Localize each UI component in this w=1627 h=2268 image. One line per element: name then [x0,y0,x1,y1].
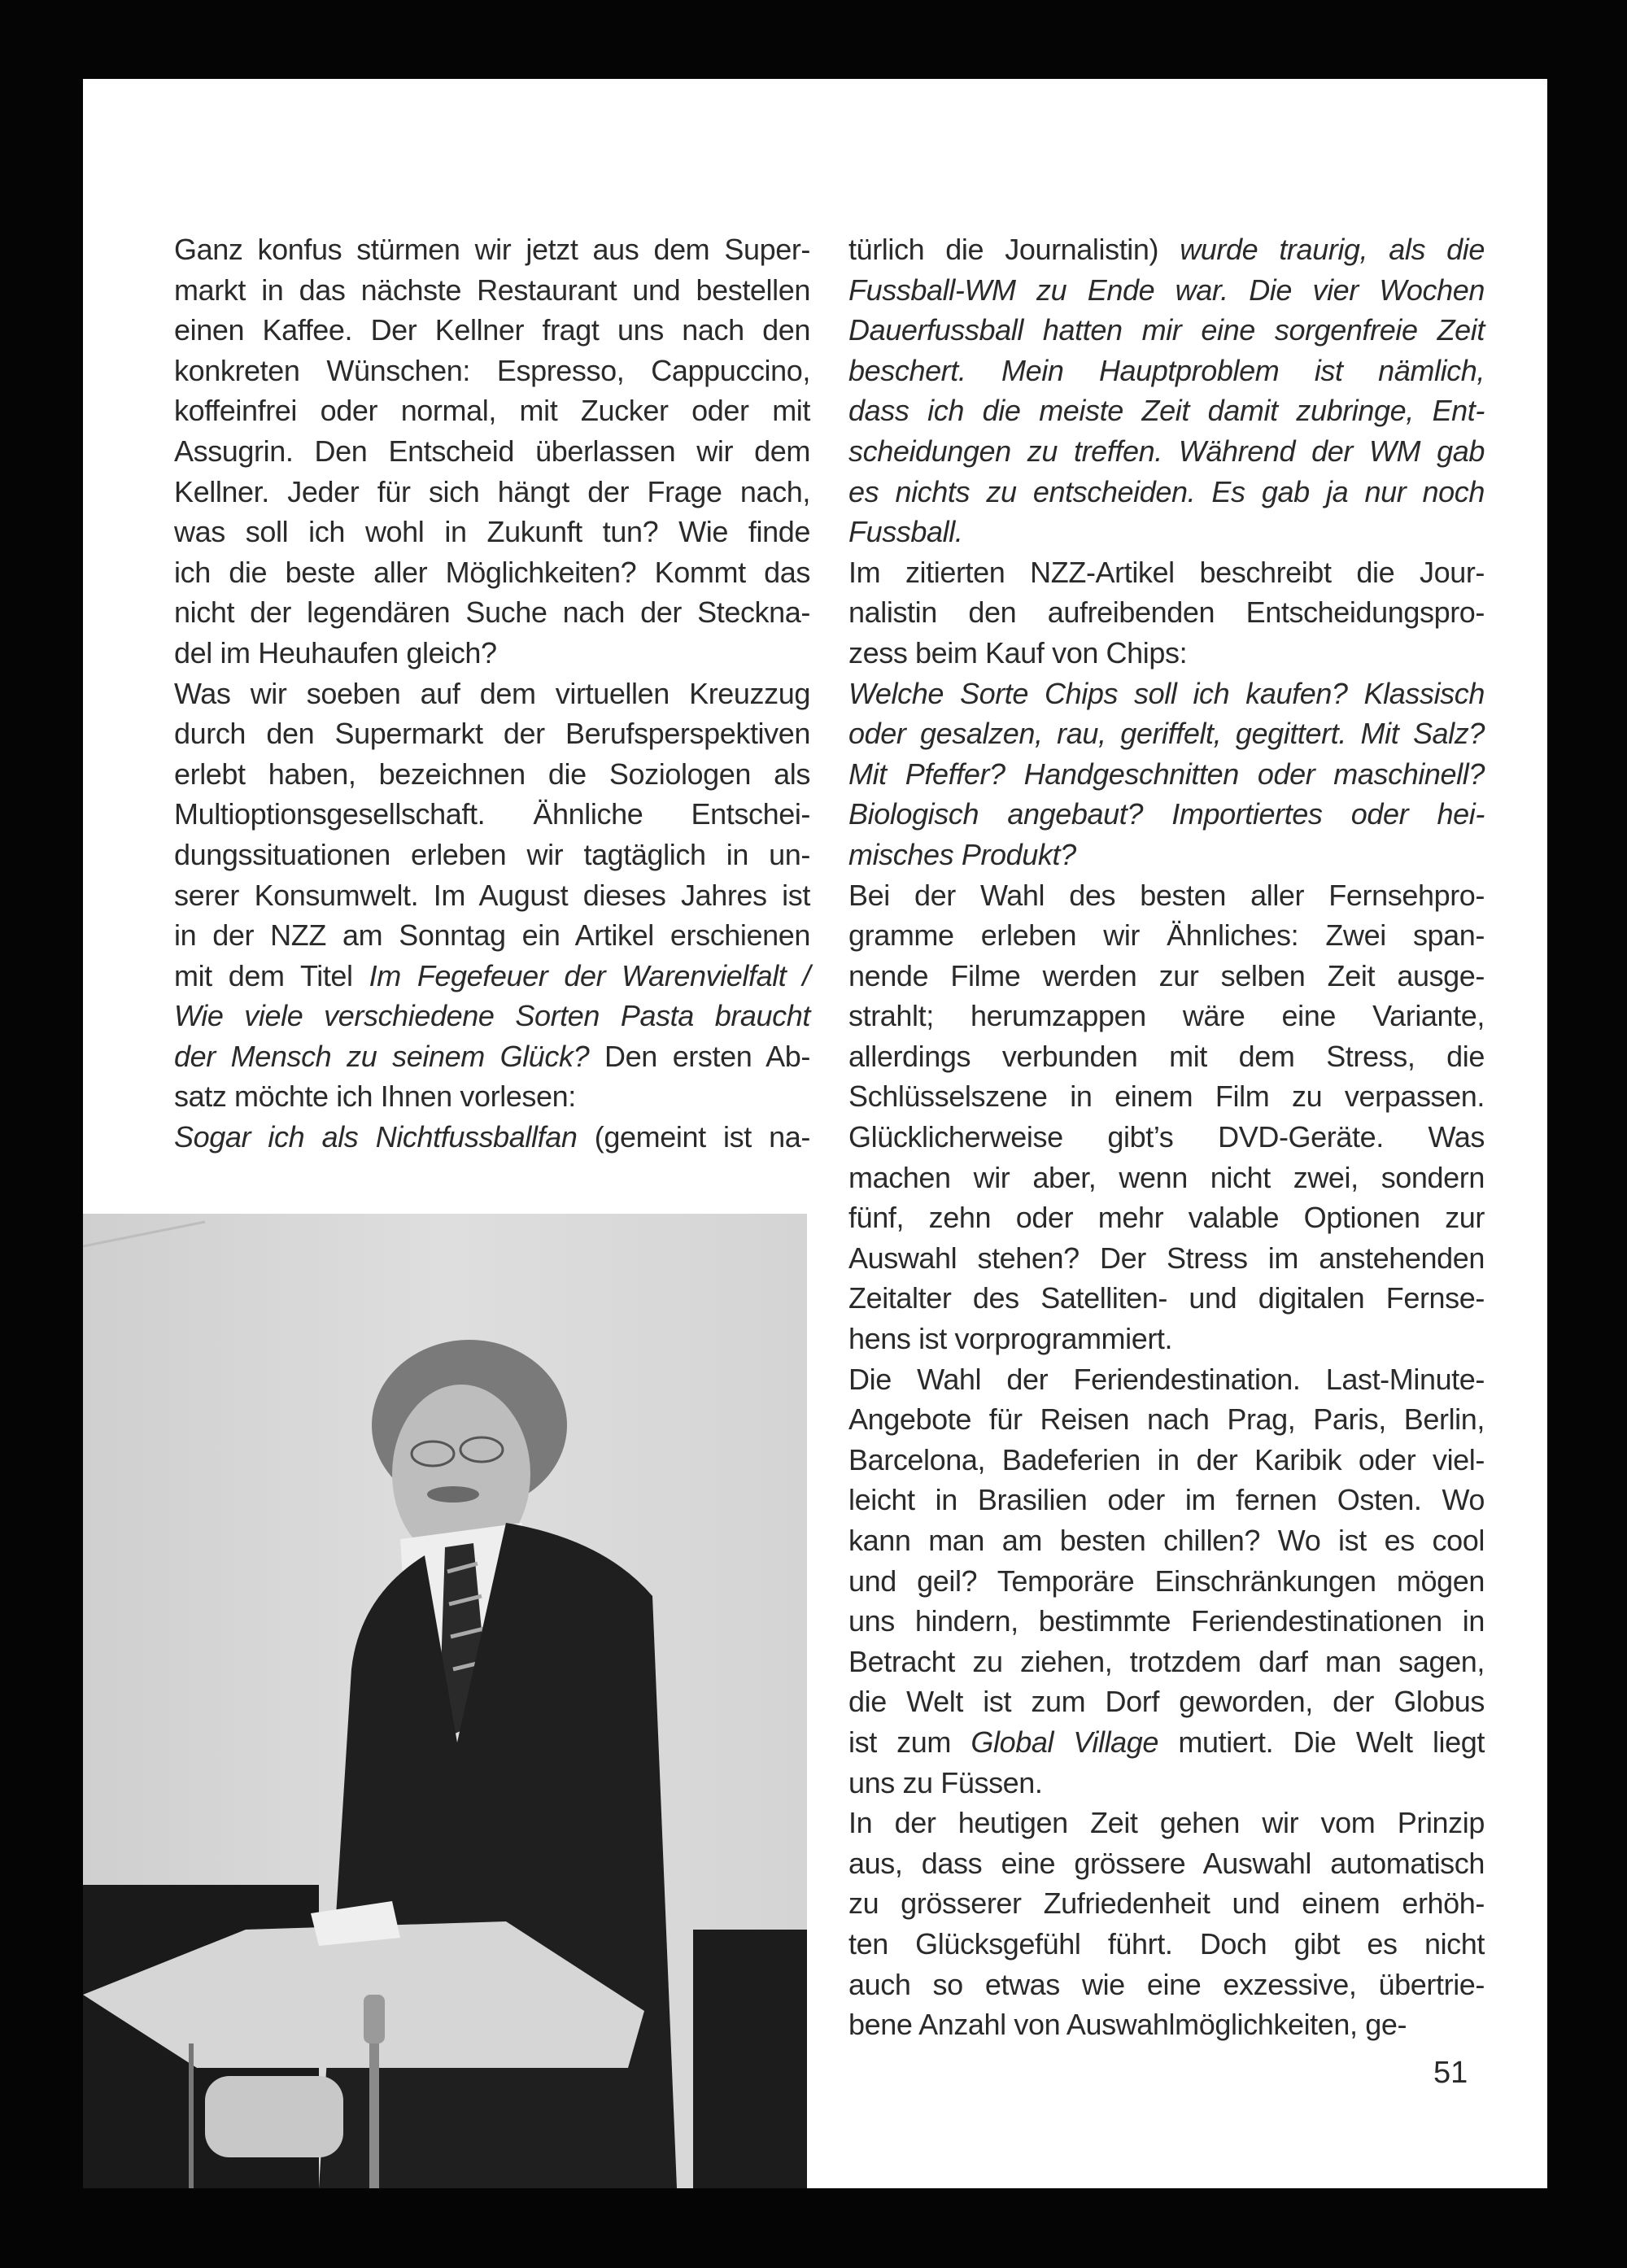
text-segment: mit dem Titel [174,958,369,992]
text-line [848,754,1485,795]
italic-text: Fussball-WM zu Ende war. Die vier Wochen [848,273,1485,307]
italic-text: misches Produkt? [848,837,1076,871]
text-segment: zess beim Kauf von Chips: [848,635,1188,669]
text-line [174,794,810,835]
text-line [848,1238,1485,1279]
italic-text: Welche Sorte Chips soll ich kaufen? Klassisch [848,676,1485,710]
italic-text: Mit Pfeffer? Handgeschnitten oder maschinell? [848,757,1485,791]
text-line [174,592,810,633]
text-line [848,1278,1485,1319]
text-segment: bene Anzahl von Auswahlmöglichkeiten, ge- [848,2008,1407,2042]
italic-text: Wie viele verschiedene Sorten Pasta braucht [174,999,810,1033]
text-segment: die Welt ist zum Dorf geworden, der Globus [848,1685,1485,1719]
text-segment: gramme erleben wir Ähnliches: Zwei span- [848,918,1485,953]
text-segment: nalistin den aufreibenden Entscheidungspro- [848,595,1485,630]
italic-text: Sogar ich als Nichtfussballfan [174,1120,578,1154]
text-line [848,1601,1485,1642]
right-column [848,229,1485,2045]
book-page [83,79,1547,2188]
text-line [848,1520,1485,1561]
text-segment: koffeinfrei oder normal, mit Zucker oder mit [174,394,810,428]
text-segment: und geil? Temporäre Einschränkungen mögen [848,1564,1485,1598]
text-line [848,1399,1485,1440]
text-line [848,835,1485,875]
text-line [848,1803,1485,1843]
text-line [174,956,810,997]
text-line [848,1197,1485,1238]
italic-text: wurde traurig, als die [1180,233,1485,266]
text-segment: Den ersten Ab- [589,1039,810,1073]
text-line [174,1076,810,1117]
italic-text: scheidungen zu treffen. Während der WM gab [848,434,1485,468]
text-line [848,794,1485,835]
text-segment: serer Konsumwelt. Im August dieses Jahres ist [174,878,810,912]
text-line [174,915,810,956]
text-line [174,472,810,512]
text-segment: machen wir aber, wenn nicht zwei, sondern [848,1160,1485,1194]
text-line [174,674,810,714]
text-line [174,351,810,391]
text-line [848,1036,1485,1077]
text-line [848,229,1485,270]
text-segment: was soll ich wohl in Zukunft tun? Wie finde [174,515,810,549]
text-line [848,1561,1485,1602]
text-segment: Betracht zu ziehen, trotzdem darf man sagen, [848,1644,1485,1678]
text-line [848,1158,1485,1198]
italic-text: dass ich die meiste Zeit damit zubringe, Ent- [848,394,1485,428]
text-line [848,1843,1485,1884]
italic-text: Im Fegefeuer der Warenvielfalt / [369,958,811,992]
text-segment: (gemeint ist na- [577,1120,810,1154]
text-segment: Schlüsselszene in einem Film zu verpassen. [848,1079,1485,1114]
text-line [848,996,1485,1036]
text-segment: Barcelona, Badeferien in der Karibik oder viel- [848,1442,1485,1476]
text-line [848,472,1485,512]
text-segment: ten Glücksgefühl führt. Doch gibt es nicht [848,1926,1485,1961]
text-line [848,674,1485,714]
text-line [848,592,1485,633]
text-segment: Die Wahl der Feriendestination. Last-Minute- [848,1362,1485,1396]
text-segment: Bei der Wahl des besten aller Fernsehpro- [848,878,1485,912]
text-segment: Was wir soeben auf dem virtuellen Kreuzzug [174,676,810,710]
text-segment: Angebote für Reisen nach Prag, Paris, Berlin, [848,1402,1485,1437]
text-segment: ich die beste aller Möglichkeiten? Kommt das [174,555,810,589]
text-line [174,310,810,351]
text-segment: auch so etwas wie eine exzessive, übertrie- [848,1967,1485,2001]
text-line [848,1763,1485,1803]
text-line [848,512,1485,552]
text-line [848,1359,1485,1400]
text-segment: hens ist vorprogrammiert. [848,1322,1173,1356]
text-segment: satz möchte ich Ihnen vorlesen: [174,1079,576,1114]
text-line [848,1480,1485,1520]
text-segment: nicht der legendären Suche nach der Steckna- [174,595,810,630]
text-line [174,390,810,431]
text-line [848,1440,1485,1481]
text-line [174,1117,810,1158]
italic-text: der Mensch zu seinem Glück? [174,1039,590,1073]
text-line [848,310,1485,351]
text-segment: leicht in Brasilien oder im fernen Osten. Wo [848,1483,1485,1517]
text-line [174,270,810,311]
text-segment: uns hindern, bestimmte Feriendestinationen in [848,1604,1485,1638]
text-line [848,915,1485,956]
text-line [848,1117,1485,1158]
text-segment: aus, dass eine grössere Auswahl automatisch [848,1846,1485,1880]
text-line [174,1036,810,1077]
text-line [848,1076,1485,1117]
text-segment: Multioptionsgesellschaft. Ähnliche Entschei- [174,797,810,831]
text-segment: Assugrin. Den Entscheid überlassen wir dem [174,434,810,468]
text-segment: Auswahl stehen? Der Stress im anstehenden [848,1241,1485,1275]
text-line [174,229,810,270]
text-segment: mutiert. Die Welt liegt [1158,1725,1485,1759]
left-column [174,229,810,1158]
text-line [848,713,1485,754]
text-segment: strahlt; herumzappen wäre eine Variante, [848,999,1485,1033]
italic-text: beschert. Mein Hauptproblem ist nämlich, [848,353,1485,387]
text-line [174,875,810,916]
text-line [848,270,1485,311]
italic-text: Dauerfussball hatten mir eine sorgenfreie Zeit [848,313,1485,347]
text-line [848,633,1485,674]
text-segment: durch den Supermarkt der Berufsperspektiven [174,717,810,751]
text-segment: erlebt haben, bezeichnen die Soziologen als [174,757,810,791]
italic-text: oder gesalzen, rau, geriffelt, gegittert. Mit Salz? [848,717,1485,751]
text-line [848,552,1485,593]
text-segment: Ganz konfus stürmen wir jetzt aus dem Super- [174,233,810,266]
text-line [174,713,810,754]
text-segment: Zeitalter des Satelliten- und digitalen Fernse- [848,1281,1485,1315]
text-line [848,2004,1485,2045]
text-segment: markt in das nächste Restaurant und bestellen [174,273,810,307]
page-number: 51 [1433,2056,1468,2090]
text-line [174,754,810,795]
text-segment: Im zitierten NZZ-Artikel beschreibt die Jour- [848,555,1485,589]
text-line [174,431,810,472]
text-line [848,875,1485,916]
text-line [174,552,810,593]
text-segment: konkreten Wünschen: Espresso, Cappuccino, [174,353,810,387]
text-segment: Glücklicherweise gibt’s DVD-Geräte. Was [848,1120,1485,1154]
text-line [848,1965,1485,2005]
text-segment: fünf, zehn oder mehr valable Optionen zur [848,1201,1485,1235]
italic-text: Fussball. [848,515,963,549]
text-segment: ist zum [848,1725,971,1759]
text-segment: einen Kaffee. Der Kellner fragt uns nach den [174,313,810,347]
text-segment: in der NZZ am Sonntag ein Artikel erschienen [174,918,810,953]
text-segment: dungssituationen erleben wir tagtäglich in un- [174,837,810,871]
text-line [848,431,1485,472]
text-line [174,835,810,875]
text-segment: allerdings verbunden mit dem Stress, die [848,1039,1485,1073]
text-line [848,1681,1485,1722]
text-line [848,1924,1485,1965]
text-line [848,390,1485,431]
italic-text: es nichts zu entscheiden. Es gab ja nur noch [848,474,1485,508]
text-segment: kann man am besten chillen? Wo ist es cool [848,1524,1485,1557]
text-segment: In der heutigen Zeit gehen wir vom Prinzip [848,1806,1485,1840]
text-line [848,1642,1485,1682]
text-line [848,351,1485,391]
italic-text: Global Village [971,1725,1159,1759]
text-segment: nende Filme werden zur selben Zeit ausge- [848,958,1485,992]
text-line [848,956,1485,997]
text-segment: Kellner. Jeder für sich hängt der Frage nach, [174,474,810,508]
text-segment: uns zu Füssen. [848,1765,1043,1799]
text-line [174,633,810,674]
text-line [848,1722,1485,1763]
speaker-photo [83,1214,807,2188]
text-line [174,512,810,552]
text-line [848,1883,1485,1924]
italic-text: Biologisch angebaut? Importiertes oder hei- [848,797,1485,831]
text-line [174,996,810,1036]
text-segment: türlich die Journalistin) [848,233,1180,266]
text-line [848,1319,1485,1359]
photo-illustration [83,1214,807,2188]
text-segment: zu grösserer Zufriedenheit und einem erhöh- [848,1886,1485,1921]
text-segment: del im Heuhaufen gleich? [174,635,497,669]
